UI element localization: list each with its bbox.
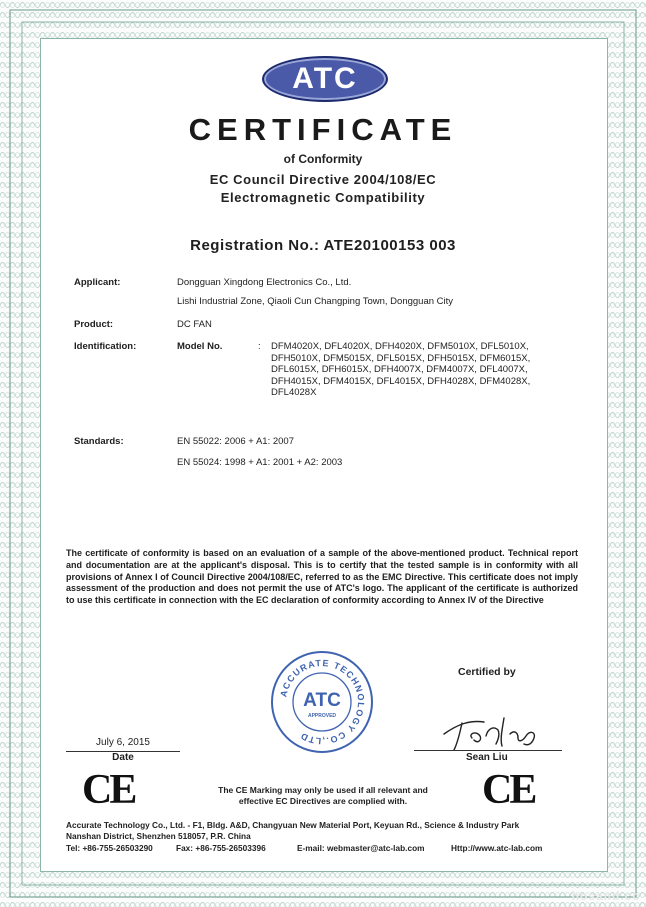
- identification-label: Identification:: [74, 341, 137, 352]
- issue-date: July 6, 2015: [96, 737, 150, 748]
- applicant-name: Dongguan Xingdong Electronics Co., Ltd.: [177, 277, 352, 288]
- standards-label: Standards:: [74, 436, 124, 447]
- footer-address-line1: Accurate Technology Co., Ltd. - F1, Bldg. A&D, Changyuan New Material Port, Keyuan Rd., Science & Industry Park: [66, 820, 520, 830]
- standard-item: EN 55024: 1998 + A1: 2001 + A2: 2003: [177, 457, 343, 468]
- footer-address-line2: Nanshan District, Shenzhen 518057, P.R. China: [66, 831, 251, 841]
- signer-name: Sean Liu: [466, 752, 508, 763]
- footer-email: E-mail: webmaster@atc-lab.com: [297, 843, 425, 853]
- ce-marking-note: [190, 785, 456, 807]
- product-label: Product:: [74, 319, 114, 330]
- ce-mark-left: CE: [82, 767, 135, 813]
- model-line: DFH4015X, DFM4015X, DFL4015X, DFH4028X, DFM4028X,: [271, 375, 531, 387]
- atc-approved-seal: [270, 650, 374, 754]
- standard-item: EN 55022: 2006 + A1: 2007: [177, 436, 295, 447]
- certified-by-label: Certified by: [458, 666, 516, 678]
- seal-approved-text: APPROVED: [307, 713, 337, 719]
- seal-ring-text: ACCURATE TECHNOLOGY CO.,LTD: [278, 657, 367, 747]
- model-line: DFH5010X, DFM5015X, DFL5015X, DFH5015X, DFM6015X,: [271, 352, 531, 364]
- subtitle-of-conformity: of Conformity: [283, 152, 363, 166]
- model-line: DFL4028X: [271, 387, 317, 399]
- certificate-title: CERTIFICATE: [188, 112, 458, 147]
- subtitle-emc: Electromagnetic Compatibility: [220, 190, 426, 205]
- model-list: [271, 341, 551, 399]
- conformity-statement: The certificate of conformity is based on an evaluation of a sample of the above-mentioned product. Technical report and documentation are at the applicant's disposal. This is to certify that the tested sample is in conformity with all provisions of Annex I of Council Directive 2004/108/EC, referred to as the EMC Directive. This certificate does not imply assessment of the production and does not permit the use of ATC's logo. The applicant of the certificate is authorized to use this certificate in connection with the EC declaration of conformity according to Annex IV of the Directive: [66, 548, 578, 606]
- applicant-address: Lishi Industrial Zone, Qiaoli Cun Changping Town, Dongguan City: [177, 296, 454, 307]
- subtitle-directive: EC Council Directive 2004/108/EC: [209, 172, 437, 187]
- date-label: Date: [112, 752, 134, 763]
- ce-note-line: The CE Marking may only be used if all relevant and: [218, 785, 428, 795]
- model-line: DFL6015X, DFH6015X, DFH4007X, DFM4007X, DFL4007X,: [271, 364, 528, 376]
- footer-website: Http://www.atc-lab.com: [451, 843, 543, 853]
- footer-tel: Tel: +86-755-26503290: [66, 843, 153, 853]
- watermark: hosand.cc: [571, 889, 640, 903]
- signature-underline: [414, 750, 562, 751]
- footer-fax: Fax: +86-755-26503396: [176, 843, 266, 853]
- registration-number: Registration No.: ATE20100153 003: [190, 237, 456, 254]
- model-line: DFM4020X, DFL4020X, DFH4020X, DFM5010X, DFL5010X,: [271, 341, 529, 352]
- product-value: DC FAN: [177, 319, 212, 330]
- seal-center-text: ATC: [303, 690, 341, 711]
- model-number-label: Model No.: [177, 341, 223, 352]
- handwritten-signature: [418, 700, 578, 754]
- applicant-label: Applicant:: [74, 277, 121, 288]
- ce-mark-right: CE: [482, 767, 535, 813]
- model-colon: :: [258, 341, 261, 352]
- atc-logo: ATC: [262, 56, 388, 102]
- ce-note-line: effective EC Directives are complied with.: [238, 796, 408, 806]
